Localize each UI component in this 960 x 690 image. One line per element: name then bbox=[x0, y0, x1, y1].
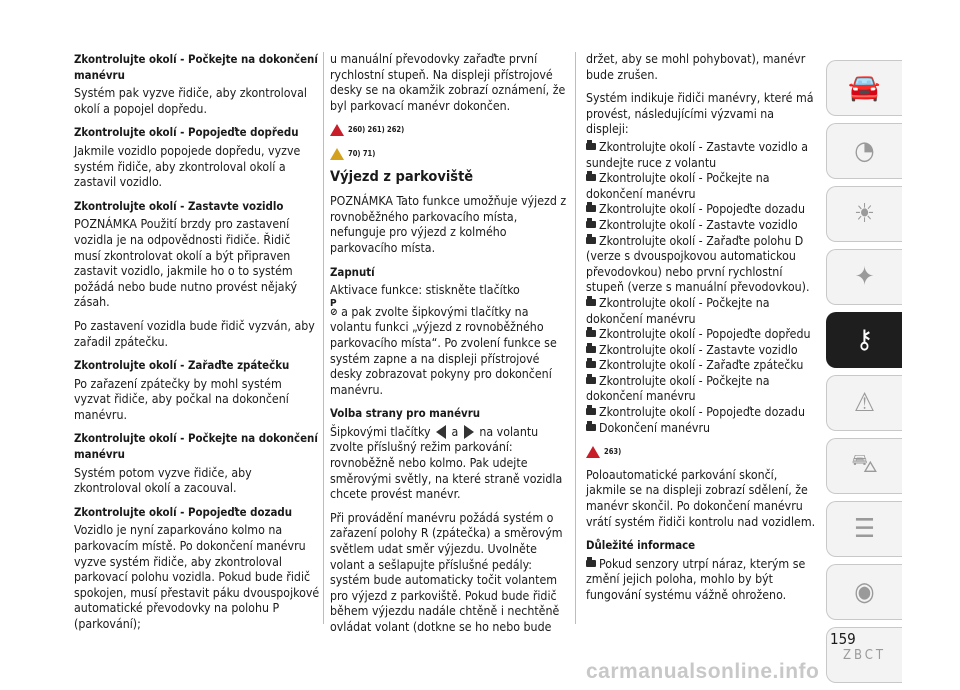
chapter-tab-technical-data[interactable] bbox=[826, 501, 902, 557]
column-3 bbox=[586, 52, 818, 612]
prompt-list-item-text: Dokončení manévru bbox=[599, 420, 711, 435]
paragraph: Systém indikuje řidiči manévry, které má provést, následujícími výzvami na displeji: bbox=[586, 91, 814, 137]
chapter-tab-airbag[interactable] bbox=[826, 249, 902, 305]
column-2 bbox=[330, 52, 570, 644]
section-title: Výjezd z parkoviště bbox=[330, 168, 474, 185]
note-marker-icon bbox=[586, 174, 596, 181]
activation-text-b: a pak zvolte šipkovými tlačítky na volantu funkci „výjezd z rovnoběžného parkovacího místa“. Po zvolení funkce se systém zapne a na displeji přístrojové desky zobrazovat pokyny pro dokončení manévru. bbox=[330, 304, 557, 397]
chapter-tab-sidebar bbox=[826, 60, 902, 690]
page-number: 159 bbox=[830, 630, 856, 648]
paragraph: Systém pak vyzve řidiče, aby zkontroloval okolí a popojel dopředu. bbox=[74, 86, 307, 116]
side-text-c: na volantu zvolte příslušný režim parkování: rovnoběžně nebo kolmo. Pak udejte směrovými světly, na které straně vozidla chcete provést manévr. bbox=[330, 424, 563, 502]
note-marker-icon bbox=[586, 237, 596, 244]
prompt-list-item-text: Zkontrolujte okolí - Počkejte na dokončení manévru bbox=[586, 295, 770, 326]
multimedia-icon: ◉ bbox=[854, 577, 875, 607]
prompt-list bbox=[586, 140, 818, 436]
paragraph: Po zařazení zpátečky by mohl systém vyzvat řidiče, aby počkal na dokončení manévru. bbox=[74, 376, 289, 422]
section-heading: Zkontrolujte okolí - Zařaďte zpátečku bbox=[74, 358, 290, 373]
prompt-list-item bbox=[586, 218, 818, 234]
caution-refs: 70) 71) bbox=[348, 148, 376, 158]
section-heading: Zkontrolujte okolí - Popojeďte dopředu bbox=[74, 125, 299, 140]
note-marker-icon bbox=[586, 361, 596, 368]
note-marker-icon bbox=[586, 143, 596, 150]
note-marker-icon bbox=[586, 377, 596, 384]
column-divider bbox=[323, 52, 324, 624]
prompt-list-item bbox=[586, 358, 818, 374]
prompt-list-item bbox=[586, 296, 818, 327]
note-paragraph: POZNÁMKA Tato funkce umožňuje výjezd z rovnoběžného parkovacího místa, nefunguje pro výjezd z kolmého parkovacího místa. bbox=[330, 194, 567, 255]
prompt-list-item-text: Zkontrolujte okolí - Zastavte vozidlo bbox=[599, 217, 798, 232]
section-heading: Zapnutí bbox=[330, 264, 375, 279]
side-text-a: Šipkovými tlačítky bbox=[330, 424, 431, 439]
warning-refs: 263) bbox=[604, 447, 622, 457]
chapter-tab-key-steering-wheel[interactable] bbox=[826, 312, 902, 368]
prompt-list-item bbox=[586, 171, 818, 202]
prompt-list-item bbox=[586, 374, 818, 405]
prompt-list-item bbox=[586, 421, 818, 437]
chapter-tab-warning-triangle[interactable] bbox=[826, 375, 902, 431]
dashboard-icon: ◔ bbox=[854, 136, 875, 166]
chapter-tab-car-info[interactable] bbox=[826, 60, 902, 116]
watermark: carmanualsonline.info bbox=[586, 660, 820, 683]
column-1 bbox=[74, 52, 320, 641]
section-heading: Zkontrolujte okolí - Zastavte vozidlo bbox=[74, 198, 284, 213]
prompt-list-item-text: Zkontrolujte okolí - Zastavte vozidlo a sundejte ruce z volantu bbox=[586, 139, 808, 170]
note-marker-icon bbox=[586, 205, 596, 212]
prompt-list-item bbox=[586, 405, 818, 421]
warning-triangle-icon bbox=[586, 446, 600, 458]
key-steering-wheel-icon: ⚷ bbox=[855, 325, 874, 355]
activation-text-a: Aktivace funkce: stiskněte tlačítko bbox=[330, 283, 520, 298]
column-divider bbox=[575, 52, 576, 624]
warning-refs: 260) 261) 262) bbox=[348, 125, 405, 135]
paragraph: u manuální převodovky zařaďte první rychlostní stupeň. Na displeji přístrojové desky se na okamžik zobrazí oznámení, že byl parkovací manévr dokončen. bbox=[330, 52, 566, 113]
prompt-list-item-text: Zkontrolujte okolí - Zastavte vozidlo bbox=[599, 342, 798, 357]
warning-reference bbox=[586, 444, 818, 460]
prompt-list-item bbox=[586, 202, 818, 218]
paragraph bbox=[330, 425, 570, 503]
prompt-list-item-text: Zkontrolujte okolí - Zařaďte polohu D (verze s dvouspojkovou automatickou převodovkou) nebo první rychlostní stupeň (verze s manuální převodovkou). bbox=[586, 233, 810, 295]
park-assist-button-icon: P ⊘ bbox=[330, 297, 338, 318]
chapter-tab-lights-envelope[interactable] bbox=[826, 186, 902, 242]
paragraph: Jakmile vozidlo popojede dopředu, vyzve systém řidiče, aby zkontroloval okolí a zastavil vozidlo. bbox=[74, 143, 301, 190]
prompt-list-item-text: Zkontrolujte okolí - Popojeďte dozadu bbox=[599, 405, 805, 420]
prompt-list-item-text: Zkontrolujte okolí - Popojeďte dopředu bbox=[599, 327, 811, 342]
section-heading: Zkontrolujte okolí - Počkejte na dokončení manévru bbox=[74, 52, 318, 82]
prompt-list-item-text: Zkontrolujte okolí - Zařaďte zpátečku bbox=[599, 358, 804, 373]
warning-triangle-icon: ⚠ bbox=[854, 388, 875, 418]
prompt-list-item bbox=[586, 343, 818, 359]
note-marker-icon bbox=[586, 560, 596, 567]
paragraph: Vozidlo je nyní zaparkováno kolmo na parkovacím místě. Po dokončení manévru vyzve systém řidiče, aby zkontroloval parkovací polohu vozidla. Pokud bude řidič spokojen, musí přestavit páku dvouspojkové automatické převodovky na polohu P (parkování); bbox=[74, 523, 320, 631]
warning-triangle-icon bbox=[330, 124, 344, 136]
paragraph: držet, aby se mohl pohybovat), manévr bude zrušen. bbox=[586, 52, 806, 82]
section-heading: Důležité informace bbox=[586, 538, 696, 553]
arrow-left-icon bbox=[436, 425, 446, 439]
paragraph: Poloautomatické parkování skončí, jakmile se na displeji zobrazí sdělení, že manévr skončil. Po dokončení manévru vrátí systém řidiči kontrolu nad vozidlem. bbox=[586, 467, 816, 529]
prompt-list-item-text: Zkontrolujte okolí - Počkejte na dokončení manévru bbox=[586, 171, 770, 201]
section-heading: Zkontrolujte okolí - Popojeďte dozadu bbox=[74, 504, 293, 519]
note-marker-icon bbox=[586, 221, 596, 228]
paragraph: POZNÁMKA Použití brzdy pro zastavení vozidla je na odpovědnosti řidiče. Řidič musí zkontrolovat okolí a být připraven zastavit vozidlo, jakmile ho o to systém požádá nebo bude nutno provést nějaký zásah. bbox=[74, 217, 298, 310]
prompt-list-item-text: Zkontrolujte okolí - Popojeďte dozadu bbox=[599, 202, 805, 217]
paragraph bbox=[330, 283, 570, 398]
note-marker-icon bbox=[586, 330, 596, 337]
caution-triangle-icon bbox=[330, 148, 344, 160]
paragraph: Po zastavení vozidla bude řidič vyzván, aby zařadil zpátečku. bbox=[74, 318, 315, 349]
note-marker-icon bbox=[586, 299, 596, 306]
maintenance-car-icon: ⛍ bbox=[851, 449, 878, 479]
paragraph: Při provádění manévru požádá systém o zařazení polohy R (zpátečka) a směrovým světlem udat směr výjezdu. Uvolněte volant a sešlapujte příslušné pedály: systém bude automaticky točit volantem pro výjezd z parkoviště. Pokud bude řidič během výjezdu nadále chtěně i nechtěně ovládat volant (dotkne se ho nebo bude bbox=[330, 510, 563, 634]
note-marker-icon bbox=[586, 424, 596, 431]
prompt-list-item-text: Zkontrolujte okolí - Počkejte na dokončení manévru bbox=[586, 373, 770, 404]
arrow-right-icon bbox=[464, 425, 474, 439]
prompt-list-item bbox=[586, 140, 818, 171]
chapter-tab-dashboard[interactable] bbox=[826, 123, 902, 179]
section-heading: Volba strany pro manévru bbox=[330, 406, 481, 421]
prompt-list-item bbox=[586, 234, 818, 296]
car-info-icon: 🚘 bbox=[848, 73, 881, 103]
paragraph bbox=[586, 557, 818, 604]
section-heading: Zkontrolujte okolí - Počkejte na dokončení manévru bbox=[74, 431, 318, 462]
note-marker-icon bbox=[586, 408, 596, 415]
technical-data-icon: ☰ bbox=[854, 514, 875, 544]
warning-reference bbox=[330, 122, 570, 138]
index-letters-icon: ZBCT bbox=[842, 647, 887, 663]
lights-envelope-icon: ☀ bbox=[854, 199, 875, 229]
paragraph: Systém potom vyzve řidiče, aby zkontroloval okolí a zacouval. bbox=[74, 465, 252, 496]
chapter-tab-maintenance-car[interactable] bbox=[826, 438, 902, 494]
important-text: Pokud senzory utrpí náraz, kterým se změní jejich poloha, mohlo by být fungování systému vážně ohroženo. bbox=[586, 556, 806, 602]
chapter-tab-multimedia[interactable] bbox=[826, 564, 902, 620]
caution-reference bbox=[330, 146, 570, 162]
note-marker-icon bbox=[586, 346, 596, 353]
prompt-list-item bbox=[586, 327, 818, 343]
airbag-icon: ✦ bbox=[854, 262, 875, 292]
side-text-b: a bbox=[451, 424, 459, 439]
